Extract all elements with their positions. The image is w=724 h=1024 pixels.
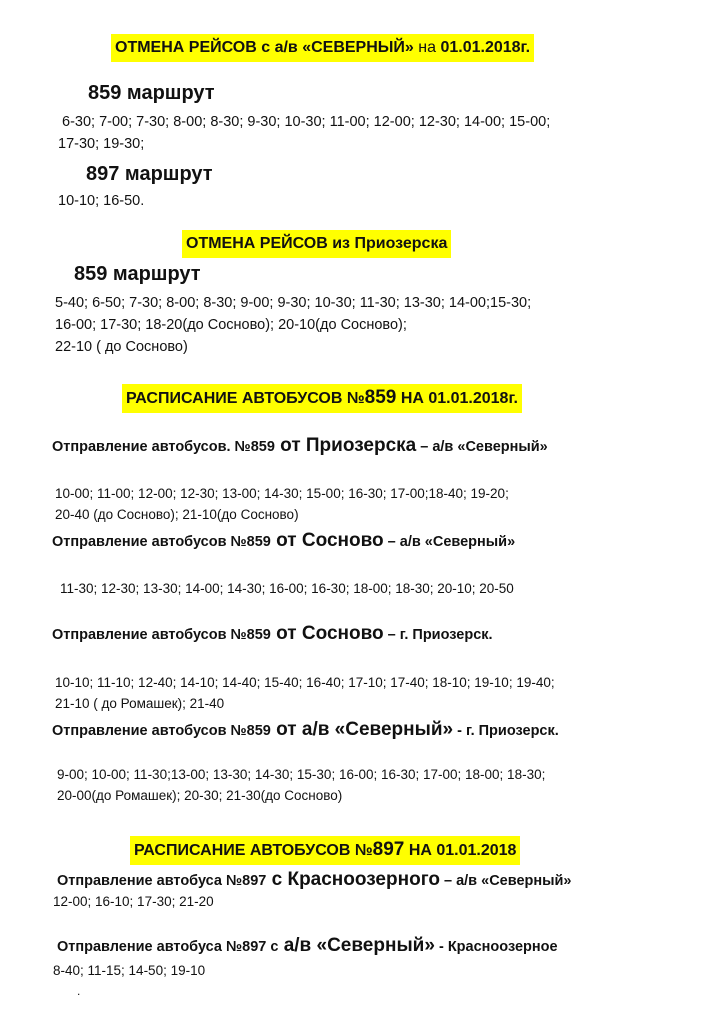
trailing-dot: .: [77, 984, 81, 998]
departure-heading: [52, 435, 548, 457]
times-line: 6-30; 7-00; 7-30; 8-00; 8-30; 9-30; 10-30; 11-00; 12-00; 12-30; 14-00; 15-00;: [62, 114, 551, 130]
schedule-header-897: [130, 836, 520, 865]
departure-heading: [52, 623, 493, 645]
departure-times: [53, 960, 205, 981]
departure-heading: [52, 719, 559, 741]
route-859-title: 859 маршрут: [88, 82, 215, 104]
times-line: 10-10; 16-50.: [58, 193, 145, 209]
departure-text: Отправление автобусов №859: [52, 627, 271, 643]
departure-text: – а/в «Северный»: [383, 534, 516, 550]
times-line: 10-00; 11-00; 12-00; 12-30; 13-00; 14-30; 15-00; 16-30; 17-00;18-40; 19-20;: [55, 486, 509, 501]
departure-text: – г. Приозерск.: [383, 627, 493, 643]
header-number: 897: [372, 839, 405, 860]
times-line: 5-40; 6-50; 7-30; 8-00; 8-30; 9-00; 9-30; 10-30; 11-30; 13-30; 14-00;15-30;: [55, 295, 532, 311]
times-line: 17-30; 19-30;: [58, 136, 145, 152]
header-text: ОТМЕНА РЕЙСОВ с а/в «СЕВЕРНЫЙ»: [115, 39, 414, 56]
times-line: 16-00; 17-30; 18-20(до Сосново); 20-10(до Сосново);: [55, 317, 407, 333]
departure-heading: [57, 935, 558, 957]
cancelled-times-859-priozersk: [55, 292, 531, 358]
header-text: РАСПИСАНИЕ АВТОБУСОВ №: [126, 390, 365, 407]
route-897-title: 897 маршрут: [86, 163, 213, 185]
cancel-header-priozersk: ОТМЕНА РЕЙСОВ из Приозерска: [182, 230, 451, 258]
departure-times: [57, 764, 545, 806]
times-line: 20-00(до Ромашек); 20-30; 21-30(до Сосново): [57, 788, 343, 803]
header-text: РАСПИСАНИЕ АВТОБУСОВ №: [134, 842, 373, 859]
times-line: 8-40; 11-15; 14-50; 19-10: [53, 963, 206, 978]
times-line: 20-40 (до Сосново); 21-10(до Сосново): [55, 507, 299, 522]
header-number: 859: [364, 387, 397, 408]
departure-place: с Красноозерного: [266, 869, 440, 890]
departure-heading: [57, 869, 572, 891]
cancelled-times-859: [58, 111, 550, 155]
departure-text: Отправление автобуса №897: [57, 873, 267, 889]
departure-text: Отправление автобусов №859: [52, 534, 271, 550]
times-line: 9-00; 10-00; 11-30;13-00; 13-30; 14-30; 15-30; 16-00; 16-30; 17-00; 18-00; 18-30;: [57, 767, 546, 782]
departure-place: от а/в «Северный»: [270, 719, 454, 740]
departure-place: от Сосново: [270, 623, 384, 644]
departure-text: – а/в «Северный»: [439, 873, 572, 889]
times-line: 21-10 ( до Ромашек); 21-40: [55, 696, 225, 711]
schedule-header-859: [122, 384, 522, 413]
times-line: 22-10 ( до Сосново): [55, 339, 188, 355]
departure-text: Отправление автобусов №859: [52, 723, 271, 739]
departure-times: [55, 672, 555, 714]
cancelled-times-897: [58, 190, 144, 212]
departure-times: [53, 891, 214, 912]
departure-text: Отправление автобуса №897 с: [57, 939, 279, 955]
header-text: НА 01.01.2018: [404, 842, 517, 859]
departure-text: – а/в «Северный»: [416, 439, 548, 455]
departure-times: [60, 578, 514, 599]
header-text: на: [413, 39, 441, 56]
departure-text: Отправление автобусов. №859: [52, 439, 275, 455]
departure-text: - Красноозерное: [434, 939, 558, 955]
times-line: 10-10; 11-10; 12-40; 14-10; 14-40; 15-40; 16-40; 17-10; 17-40; 18-10; 19-10; 19-40;: [55, 675, 555, 690]
route-859-title: 859 маршрут: [74, 263, 201, 285]
departure-times: [55, 483, 509, 525]
header-text: 01.01.2018г.: [440, 39, 531, 56]
departure-heading: [52, 530, 515, 552]
times-line: 11-30; 12-30; 13-30; 14-00; 14-30; 16-00; 16-30; 18-00; 18-30; 20-10; 20-50: [60, 581, 514, 596]
departure-text: - г. Приозерск.: [453, 723, 559, 739]
cancel-header-severny: [111, 34, 534, 62]
departure-place: а/в «Северный»: [278, 935, 435, 956]
header-text: НА 01.01.2018г.: [396, 390, 518, 407]
departure-place: от Сосново: [270, 530, 384, 551]
departure-place: от Приозерска: [274, 435, 417, 456]
times-line: 12-00; 16-10; 17-30; 21-20: [53, 894, 214, 909]
